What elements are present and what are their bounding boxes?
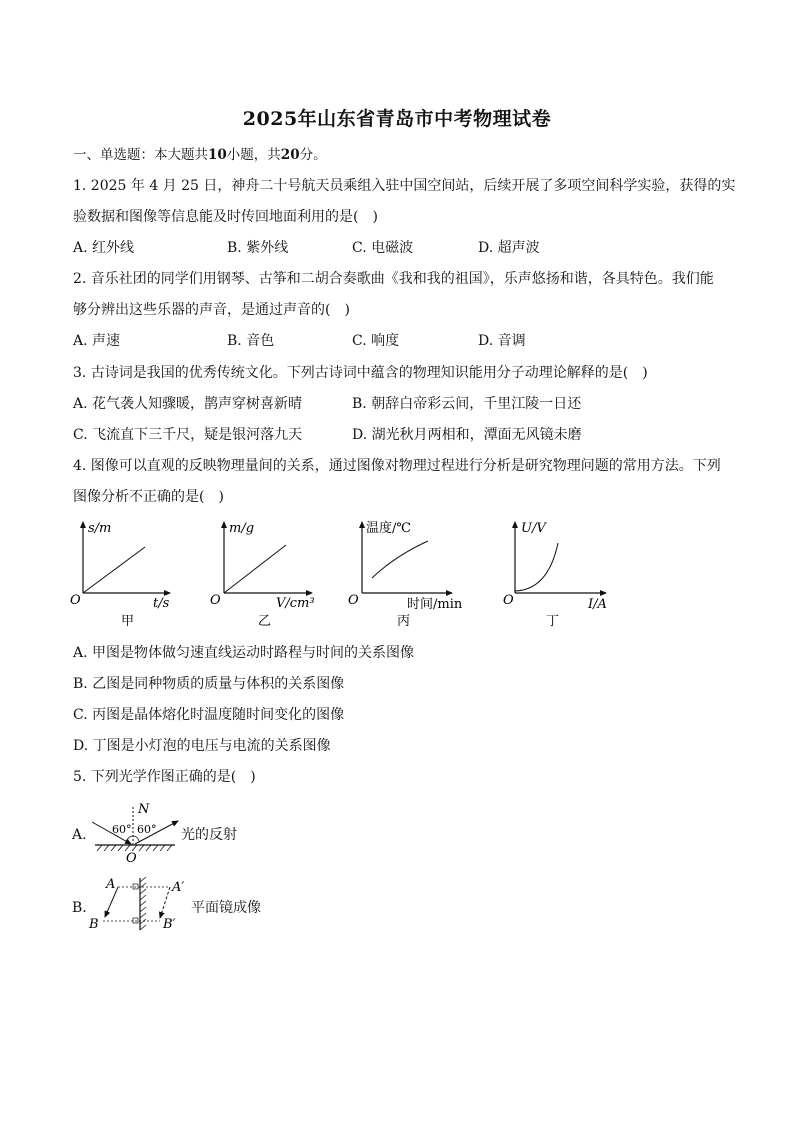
graph-yi-ylabel: m/g (229, 521, 255, 536)
point-a-image-label: A′ (172, 880, 185, 895)
graph-ding-ylabel: U/V (521, 521, 546, 536)
q1-option-c[interactable]: C. 电磁波 (352, 240, 414, 256)
q2-option-a[interactable]: A. 声速 (73, 333, 121, 349)
graph-yi-caption: 乙 (258, 614, 272, 629)
graph-bing-xlabel: 时间/min (407, 597, 463, 612)
q3-stem: 3. 古诗词是我国的优秀传统文化。下列古诗词中蕴含的物理知识能用分子动理论解释的是( ) (73, 365, 648, 381)
q2-option-d[interactable]: D. 音调 (478, 333, 526, 349)
graph-bing-ylabel: 温度/℃ (366, 521, 411, 536)
graph-bing (348, 520, 463, 629)
q3-option-b[interactable]: B. 朝辞白帝彩云间，千里江陵一日还 (352, 396, 582, 412)
q1-option-b[interactable]: B. 紫外线 (227, 240, 289, 256)
q5-option-a-letter[interactable]: A. (72, 827, 87, 843)
q3-option-d[interactable]: D. 湖光秋月两相和，潭面无风镜未磨 (352, 427, 582, 443)
normal-label: N (138, 802, 150, 817)
q4-option-b[interactable]: B. 乙图是同种物质的质量与体积的关系图像 (73, 676, 345, 692)
graph-jia-xlabel: t/s (153, 596, 170, 611)
page-title: 2025年山东省青岛市中考物理试卷 (242, 108, 552, 130)
point-a-label: A (106, 877, 116, 892)
section-heading: 一、单选题：本大题共10小题，共20分。 (73, 147, 327, 163)
q5-stem: 5. 下列光学作图正确的是( ) (73, 769, 256, 785)
q1-stem-line2: 验数据和图像等信息能及时传回地面利用的是( ) (73, 209, 378, 225)
graph-yi-line (224, 545, 286, 593)
point-b-image-label: B′ (163, 917, 176, 932)
image-arrow (160, 887, 170, 918)
q2-stem-line2: 够分辨出这些乐器的声音，是通过声音的( ) (73, 302, 350, 318)
graph-ding-curve (515, 543, 558, 591)
q1-option-a[interactable]: A. 红外线 (73, 240, 135, 256)
graph-ding (503, 521, 607, 629)
incidence-point-label: O (126, 851, 137, 866)
graph-bing-curve (372, 541, 428, 578)
q4-stem-line1: 4. 图像可以直观的反映物理量间的关系，通过图像对物理过程进行分析是研究物理问题的常用方法。下列 (73, 458, 721, 474)
q5-option-b-caption: 平面镜成像 (191, 900, 261, 916)
point-b-label: B (89, 917, 99, 932)
graph-ding-origin: O (503, 593, 514, 608)
graph-yi-xlabel: V/cm³ (276, 596, 315, 611)
q2-option-c[interactable]: C. 响度 (352, 333, 400, 349)
graph-bing-origin: O (348, 593, 359, 608)
q4-option-d[interactable]: D. 丁图是小灯泡的电压与电流的关系图像 (73, 738, 331, 754)
graph-jia-caption: 甲 (121, 614, 135, 629)
q4-option-c[interactable]: C. 丙图是晶体熔化时温度随时间变化的图像 (73, 707, 345, 723)
graph-jia-line (83, 547, 145, 593)
q5-option-b-letter[interactable]: B. (72, 900, 87, 916)
q3-option-c[interactable]: C. 飞流直下三千尺，疑是银河落九天 (73, 427, 303, 443)
q1-option-d[interactable]: D. 超声波 (478, 240, 540, 256)
angle-incidence-label: 60° (112, 823, 132, 836)
graph-jia (70, 521, 170, 629)
q5-option-a-caption: 光的反射 (181, 827, 237, 843)
q2-stem-line1: 2. 音乐社团的同学们用钢琴、古筝和二胡合奏歌曲《我和我的祖国》，乐声悠扬和谐，各具特色。我们能 (73, 271, 714, 287)
graph-jia-origin: O (70, 593, 81, 608)
graph-yi (210, 521, 315, 629)
angle-reflection-label: 60° (137, 823, 157, 836)
q3-option-a[interactable]: A. 花气袭人知骤暖，鹊声穿树喜新晴 (73, 396, 303, 412)
q1-stem-line1: 1. 2025 年 4 月 25 日，神舟二十号航天员乘组入驻中国空间站，后续开展了多项空间科学实验，获得的实 (73, 178, 736, 194)
graph-ding-caption: 丁 (546, 614, 560, 629)
q4-option-a[interactable]: A. 甲图是物体做匀速直线运动时路程与时间的关系图像 (73, 645, 415, 661)
graph-bing-caption: 丙 (397, 614, 411, 629)
graph-yi-origin: O (210, 593, 221, 608)
q2-option-b[interactable]: B. 音色 (227, 333, 275, 349)
q5-reflection-diagram (92, 802, 178, 866)
q5-mirror-image-diagram (88, 877, 184, 932)
graph-jia-ylabel: s/m (88, 521, 112, 536)
graph-ding-xlabel: I/A (588, 597, 607, 612)
q4-stem-line2: 图像分析不正确的是( ) (73, 489, 224, 505)
